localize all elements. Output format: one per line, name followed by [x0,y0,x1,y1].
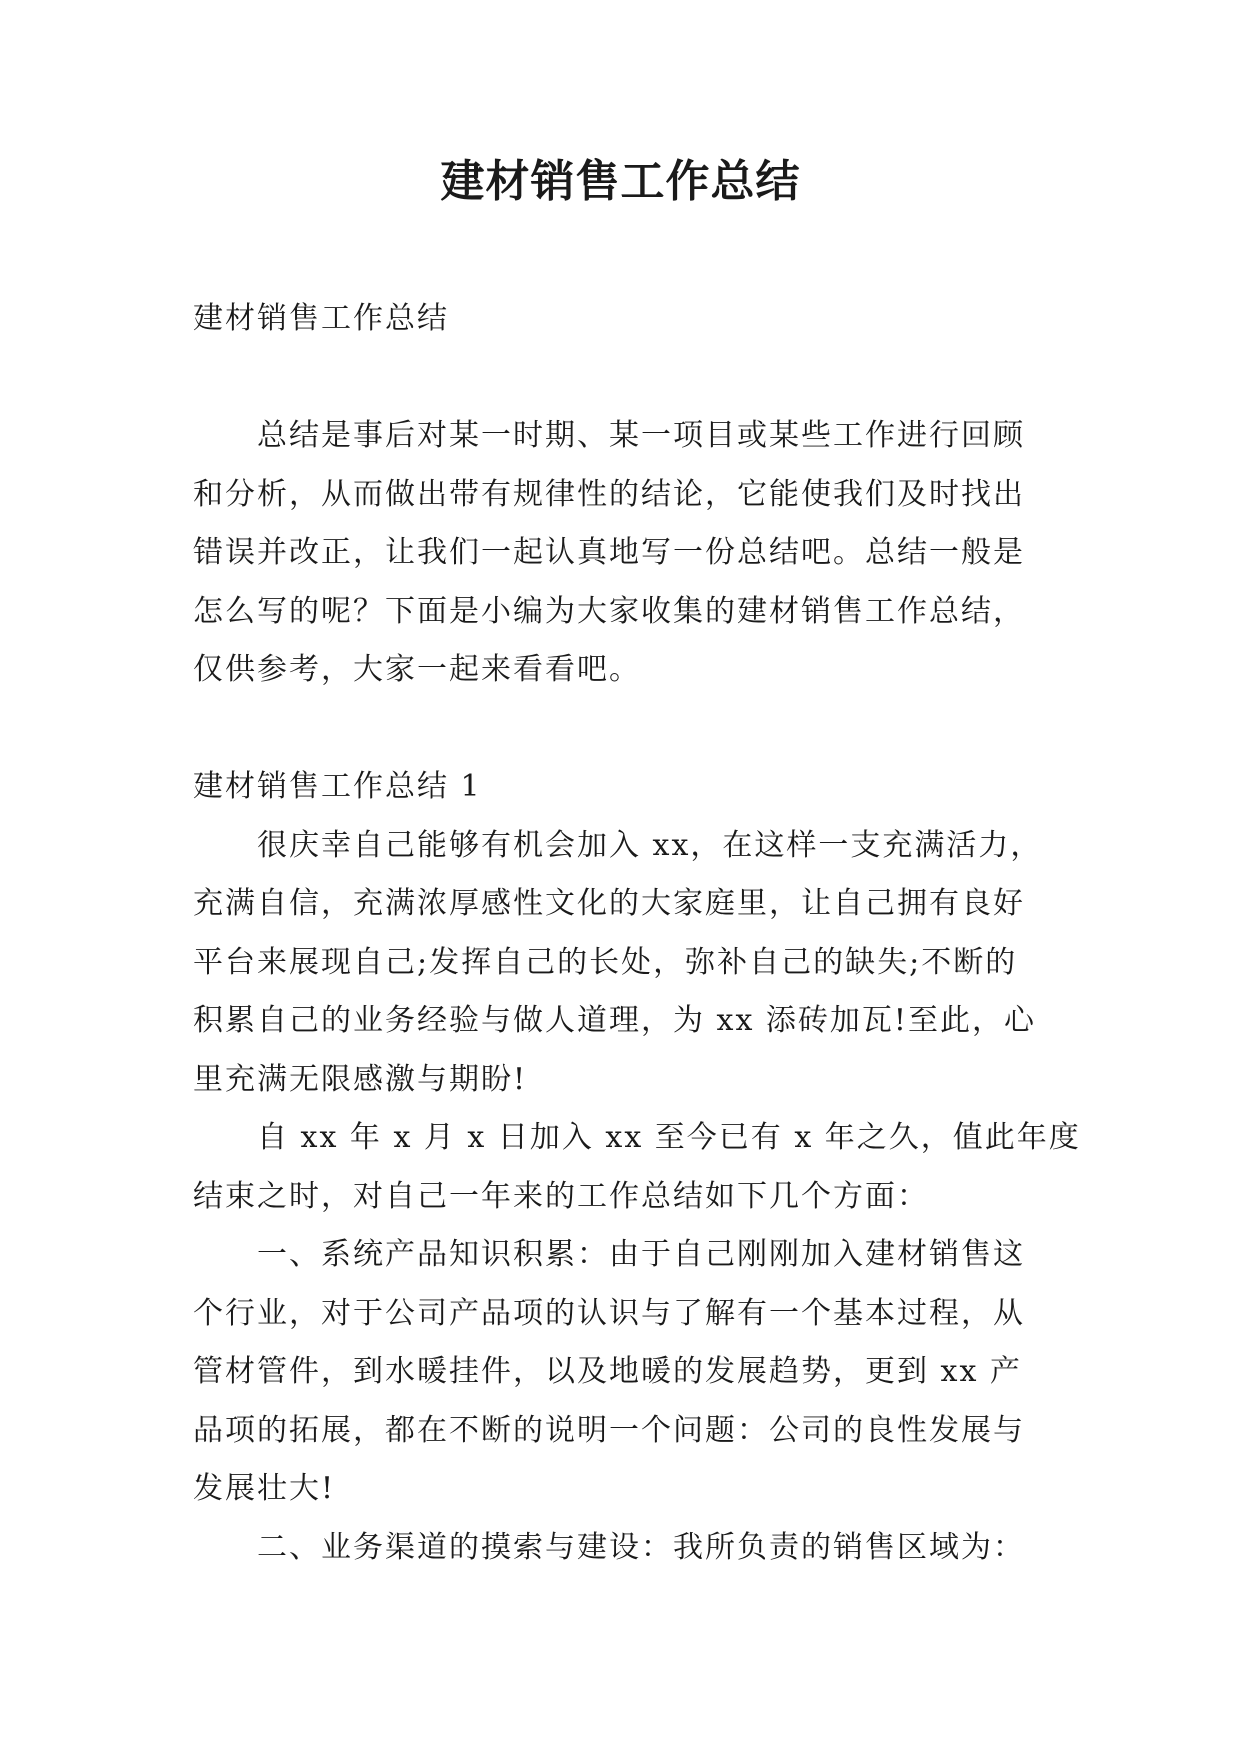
section-line-10: 管材管件，到水暖挂件，以及地暖的发展趋势，更到 xx 产 [193,1354,1022,1389]
intro-line-3: 错误并改正，让我们一起认真地写一份总结吧。总结一般是 [193,535,1025,570]
subtitle-line: 建材销售工作总结 [193,301,449,336]
section-line-4: 积累自己的业务经验与做人道理，为 xx 添砖加瓦!至此，心 [193,1003,1036,1038]
section-line-13: 二、业务渠道的摸索与建设：我所负责的销售区域为： [193,1529,1025,1565]
blank-line [193,700,1063,759]
section-line-9: 个行业，对于公司产品项的认识与了解有一个基本过程，从 [193,1295,1025,1331]
section-line-3: 平台来展现自己;发挥自己的长处，弥补自己的缺失;不断的 [193,944,1018,980]
section-line-2: 充满自信，充满浓厚感性文化的大家庭里，让自己拥有良好 [193,886,1025,921]
section-line-5: 里充满无限感激与期盼! [193,1061,528,1097]
section-heading: 建材销售工作总结 1 [193,769,482,804]
blank-line [193,349,1063,408]
intro-line-2: 和分析，从而做出带有规律性的结论，它能使我们及时找出 [193,476,1025,512]
intro-line-4: 怎么写的呢？下面是小编为大家收集的建材销售工作总结， [193,593,1025,629]
section-line-11: 品项的拓展，都在不断的说明一个问题：公司的良性发展与 [193,1412,1025,1448]
intro-line-5: 仅供参考，大家一起来看看吧。 [193,652,641,687]
section-line-1: 很庆幸自己能够有机会加入 xx，在这样一支充满活力， [193,827,1043,863]
section-line-8: 一、系统产品知识积累：由于自己刚刚加入建材销售这 [193,1237,1025,1272]
section-line-12: 发展壮大! [193,1471,336,1506]
intro-line-1: 总结是事后对某一时期、某一项目或某些工作进行回顾 [193,418,1025,453]
section-line-6: 自 xx 年 x 月 x 日加入 xx 至今已有 x 年之久，值此年度 [193,1120,1081,1155]
document-body [193,290,1081,1577]
document-title: 建材销售工作总结 [440,156,801,207]
section-line-7: 结束之时，对自己一年来的工作总结如下几个方面： [193,1178,929,1214]
